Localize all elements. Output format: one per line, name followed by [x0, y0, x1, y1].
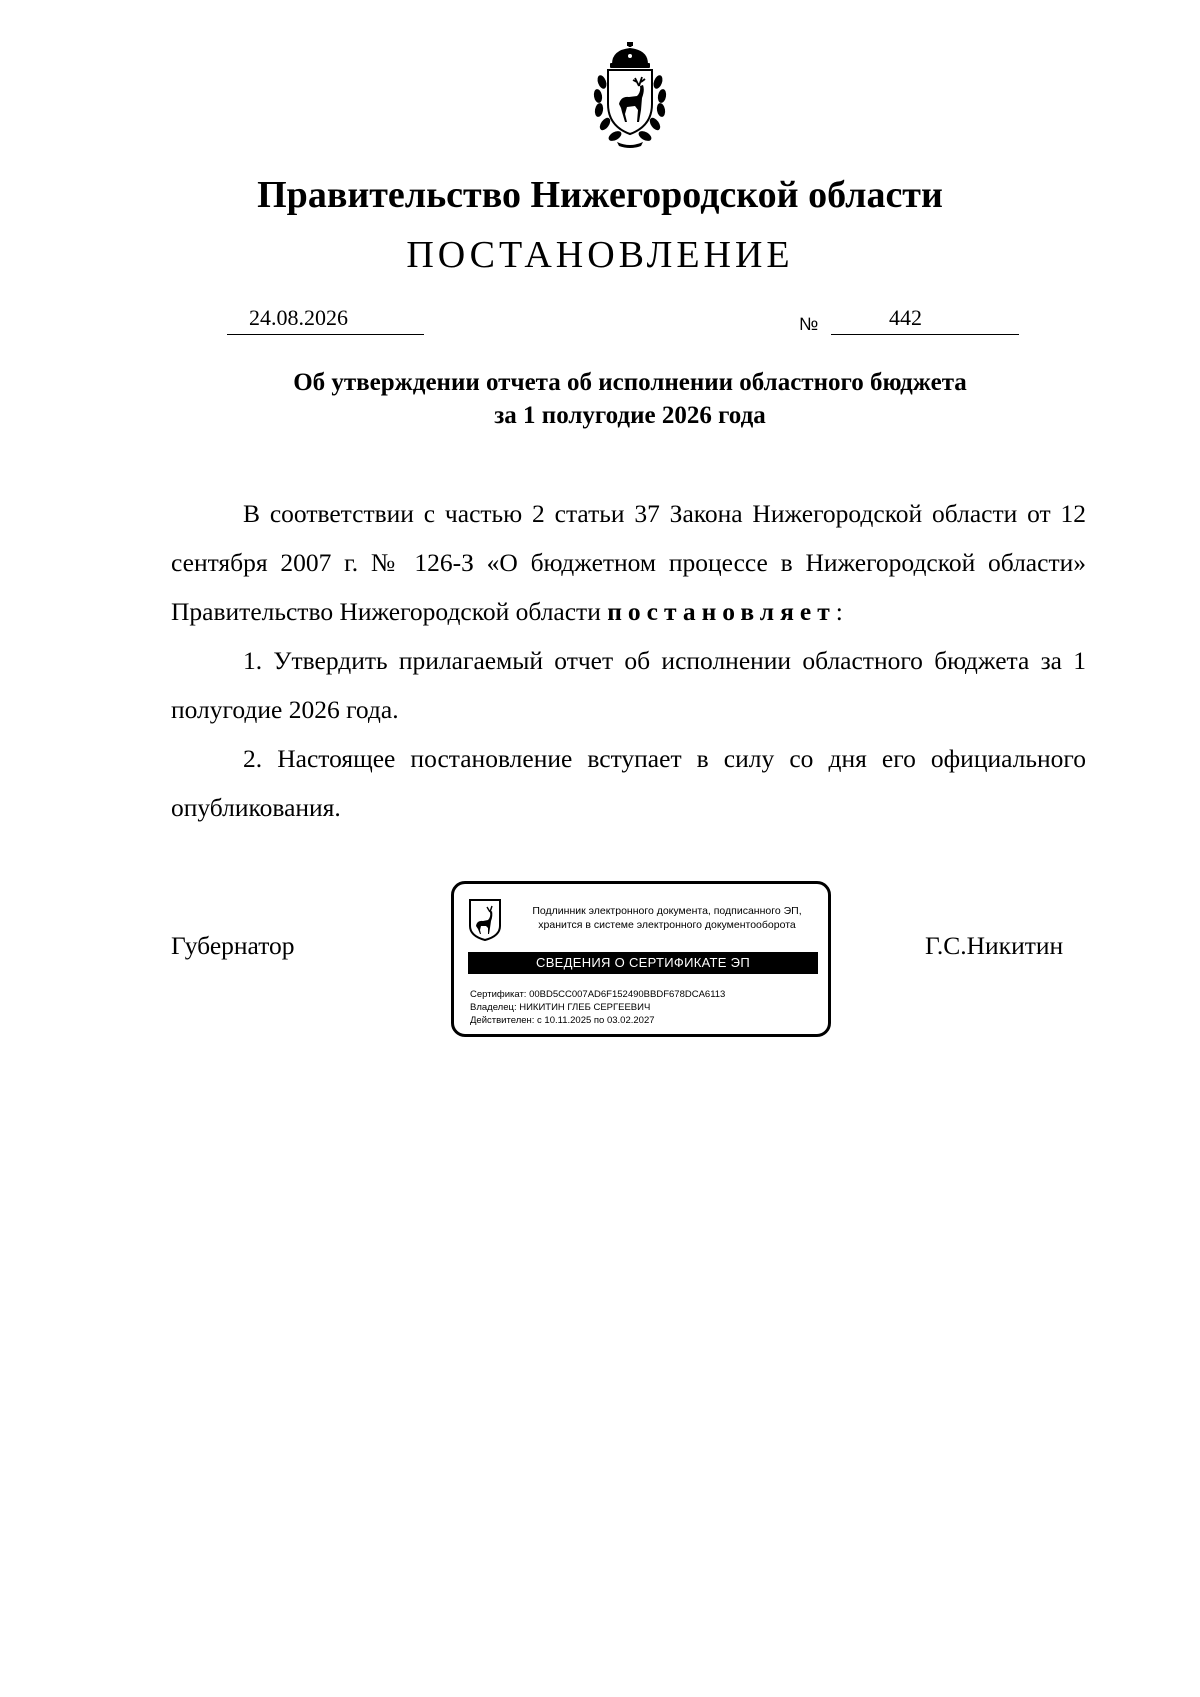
stamp-certificate-details	[470, 988, 725, 1027]
number-sign: №	[799, 314, 819, 334]
stamp-note	[522, 904, 812, 932]
preamble-colon: :	[835, 597, 843, 626]
subject-line-1: Об утверждении отчета об исполнении областного бюджета	[293, 369, 967, 396]
document-number: 442	[889, 305, 922, 330]
body-paragraph-preamble	[171, 489, 1086, 636]
document-number-field	[831, 304, 1019, 335]
body-paragraph-2: 2. Настоящее постановление вступает в силу со дня его официального опубликования.	[171, 744, 1086, 822]
signer-name: Г.С.Никитин	[925, 931, 1064, 960]
document-date-field	[227, 304, 424, 335]
document-body	[171, 489, 1086, 832]
subject-line-2: за 1 полугодие 2026 года	[494, 402, 766, 429]
stamp-certificate-heading: СВЕДЕНИЯ О СЕРТИФИКАТЕ ЭП	[468, 952, 818, 974]
body-paragraph-1: 1. Утвердить прилагаемый отчет об исполнении областного бюджета за 1 полугодие 2026 года.	[171, 646, 1086, 724]
stamp-note-line-1: Подлинник электронного документа, подписанного ЭП,	[532, 905, 802, 917]
document-subject	[0, 366, 1200, 432]
electronic-signature-stamp	[451, 881, 831, 1037]
decree-word: постановляет	[607, 597, 836, 626]
preamble-text: В соответствии с частью 2 статьи 37 Закона Нижегородской области от 12 сентября 2007 г. № 126-З «О бюджетном процессе в Нижегородской области» Правительство Нижегородской области	[171, 499, 1086, 626]
coat-of-arms-icon	[577, 42, 683, 150]
certificate-owner: Владелец: НИКИТИН ГЛЕБ СЕРГЕЕВИЧ	[470, 1002, 651, 1013]
organization-title: Правительство Нижегородской области	[257, 174, 943, 216]
deer-emblem-icon	[468, 898, 502, 942]
certificate-validity: Действителен: с 10.11.2025 по 03.02.2027	[470, 1015, 655, 1026]
signer-title: Губернатор	[171, 931, 295, 960]
certificate-serial: Сертификат: 00BD5CC007AD6F152490BBDF678DCA6113	[470, 989, 726, 1000]
document-date: 24.08.2026	[249, 305, 348, 330]
stamp-note-line-2: хранится в системе электронного документооборота	[538, 919, 796, 931]
document-type: ПОСТАНОВЛЕНИЕ	[406, 234, 794, 276]
